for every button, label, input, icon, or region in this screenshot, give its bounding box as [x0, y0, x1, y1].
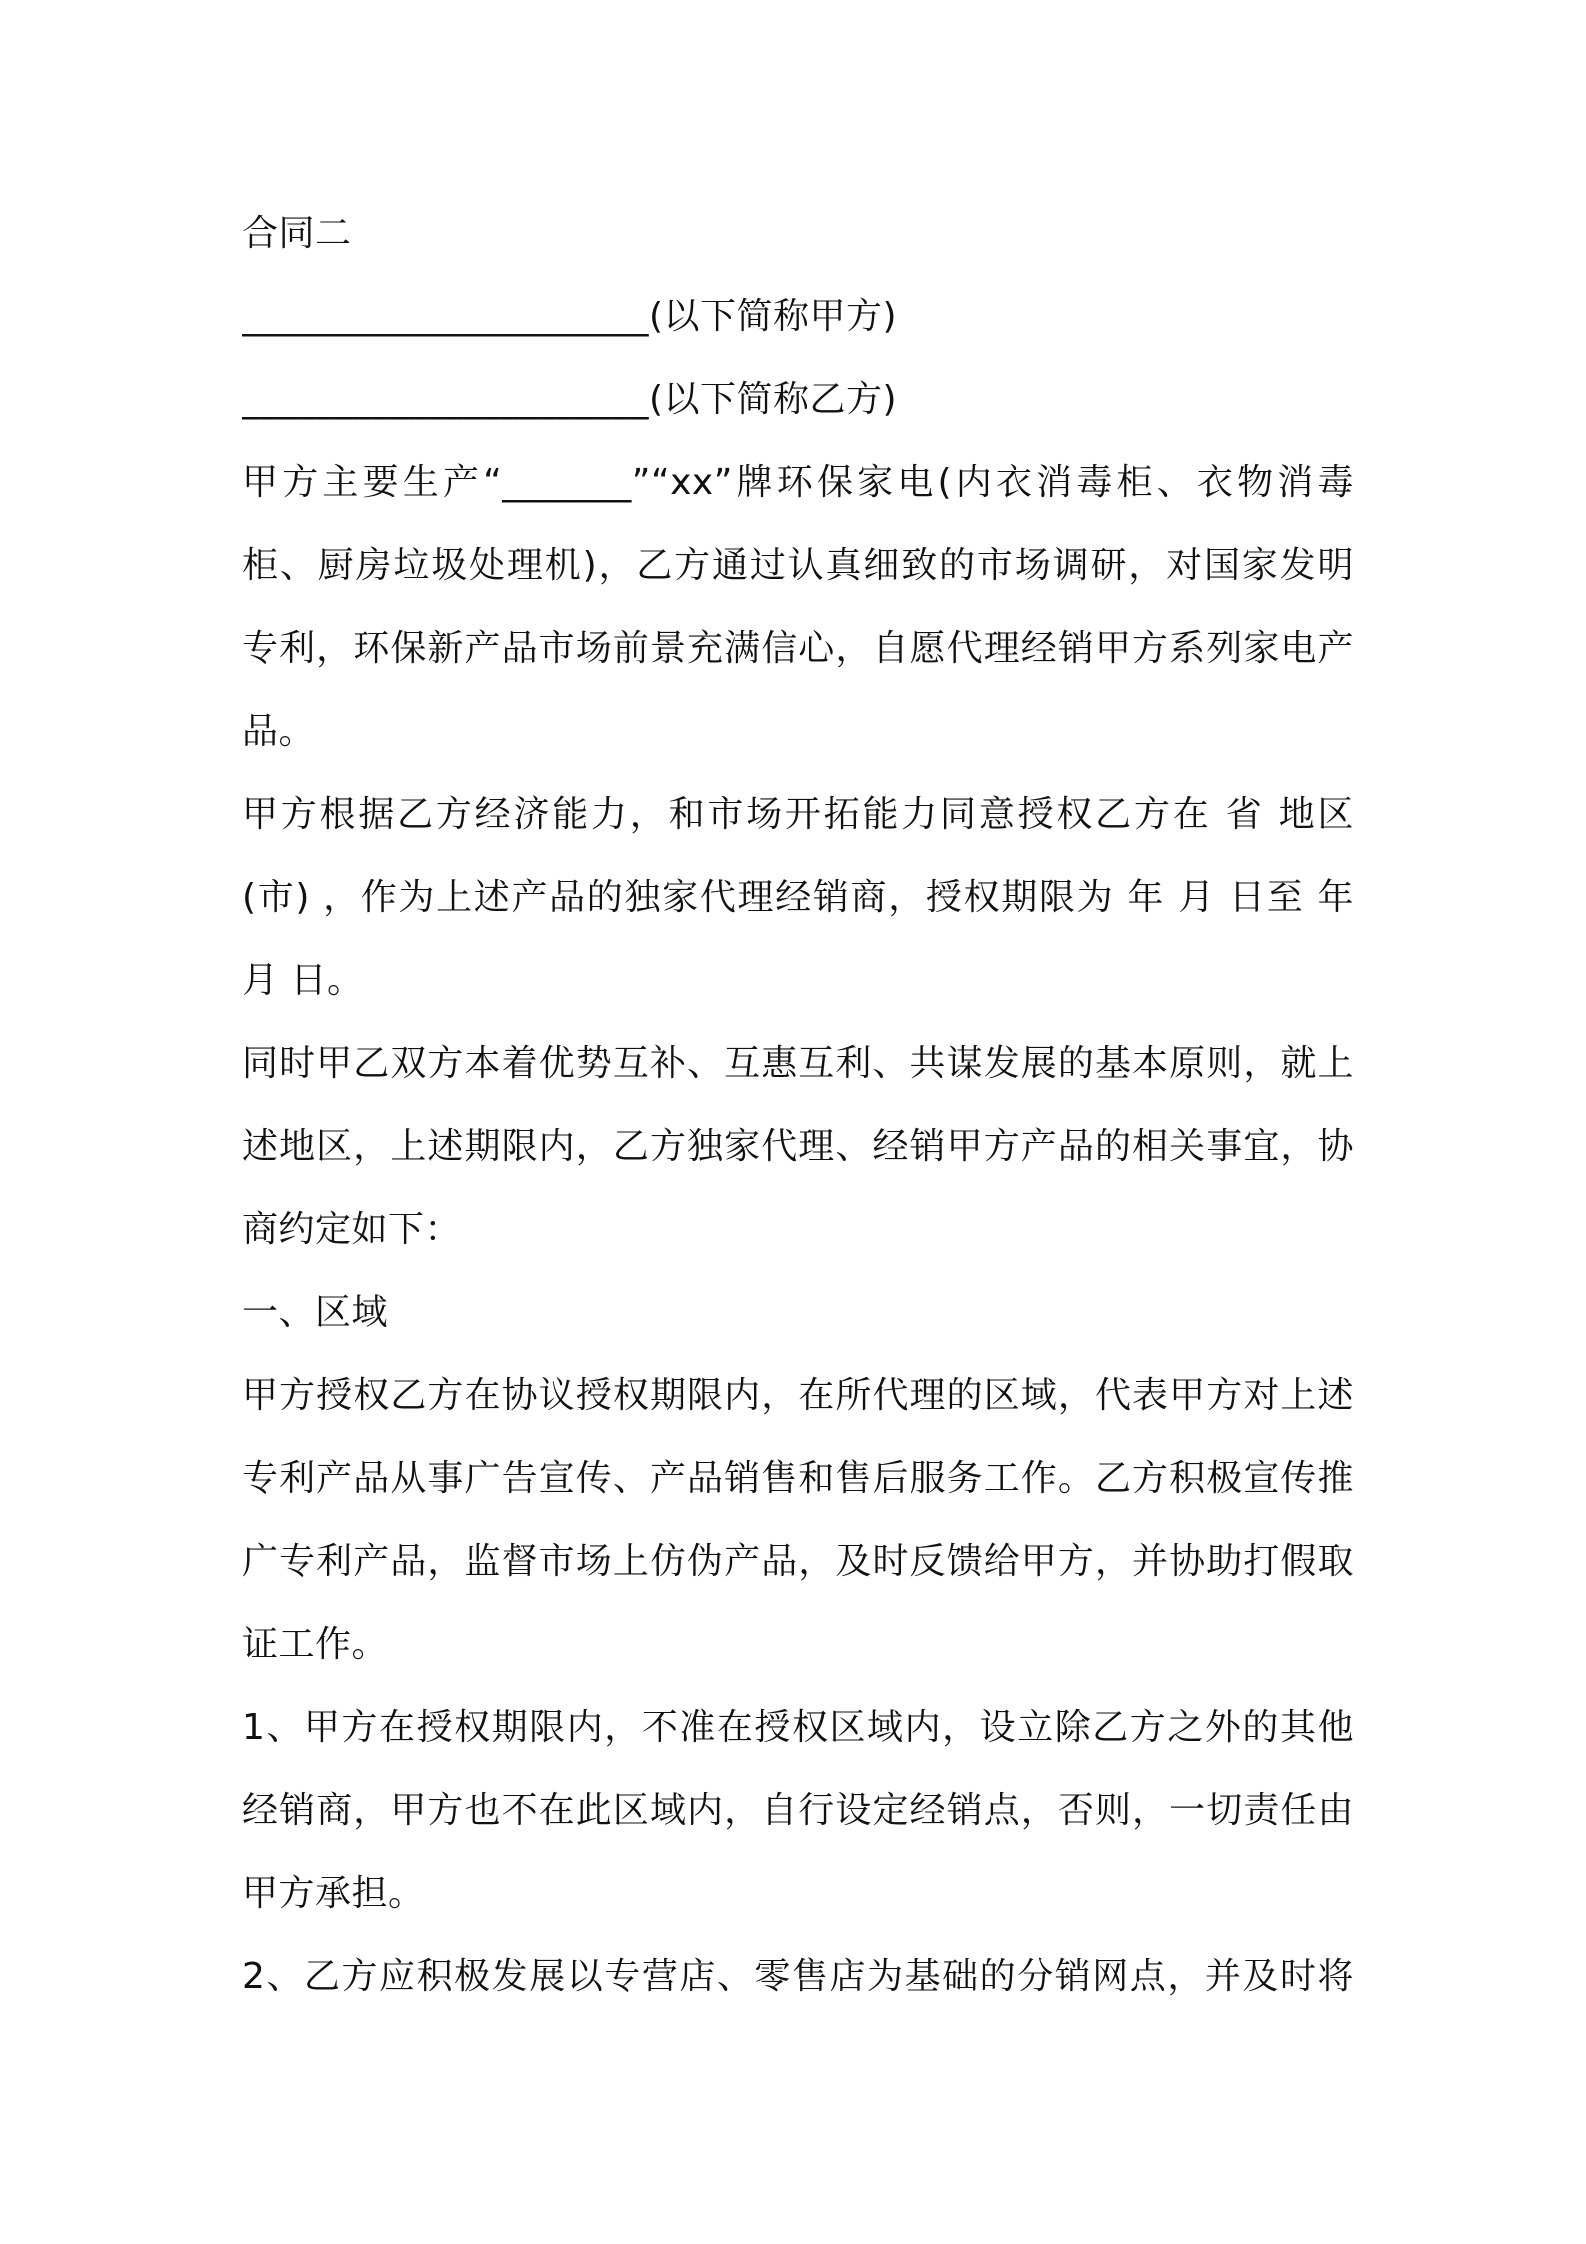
clause-line: 2、乙方应积极发展以专营店、零售店为基础的分销网点，并及时将: [242, 1956, 1354, 1997]
section-heading: 一、区域: [242, 1292, 389, 1333]
paragraph-line: 商约定如下：: [242, 1209, 462, 1250]
clause-line: 经销商，甲方也不在此区域内，自行设定经销点，否则，一切责任由: [242, 1790, 1354, 1831]
clause-line: 甲方承担。: [242, 1873, 425, 1914]
party-a-line: ______________________(以下简称甲方): [242, 296, 898, 337]
party-b-line: ______________________(以下简称乙方): [242, 379, 898, 420]
paragraph-line: 月 日。: [242, 960, 364, 1001]
paragraph-line: 甲方授权乙方在协议授权期限内，在所代理的区域，代表甲方对上述: [242, 1375, 1354, 1416]
paragraph-line: 甲方主要生产“_______”“xx”牌环保家电(内衣消毒柜、衣物消毒: [242, 462, 1354, 503]
paragraph-line: 述地区，上述期限内，乙方独家代理、经销甲方产品的相关事宜，协: [242, 1126, 1354, 1167]
clause-line: 1、甲方在授权期限内，不准在授权区域内，设立除乙方之外的其他: [242, 1707, 1354, 1748]
contract-body: [242, 192, 1354, 2018]
paragraph-line: 同时甲乙双方本着优势互补、互惠互利、共谋发展的基本原则，就上: [242, 1043, 1354, 1084]
paragraph-line: 专利产品从事广告宣传、产品销售和售后服务工作。乙方积极宣传推: [242, 1458, 1354, 1499]
paragraph-line: 证工作。: [242, 1624, 389, 1665]
paragraph-line: 专利，环保新产品市场前景充满信心，自愿代理经销甲方系列家电产: [242, 628, 1354, 669]
paragraph-line: (市) ，作为上述产品的独家代理经销商，授权期限为 年 月 日至 年: [242, 877, 1354, 918]
paragraph-line: 品。: [242, 711, 316, 752]
paragraph-line: 广专利产品，监督市场上仿伪产品，及时反馈给甲方，并协助打假取: [242, 1541, 1354, 1582]
paragraph-line: 甲方根据乙方经济能力，和市场开拓能力同意授权乙方在 省 地区: [242, 794, 1354, 835]
paragraph-line: 柜、厨房垃圾处理机)，乙方通过认真细致的市场调研，对国家发明: [242, 545, 1354, 586]
contract-title: 合同二: [242, 213, 352, 254]
